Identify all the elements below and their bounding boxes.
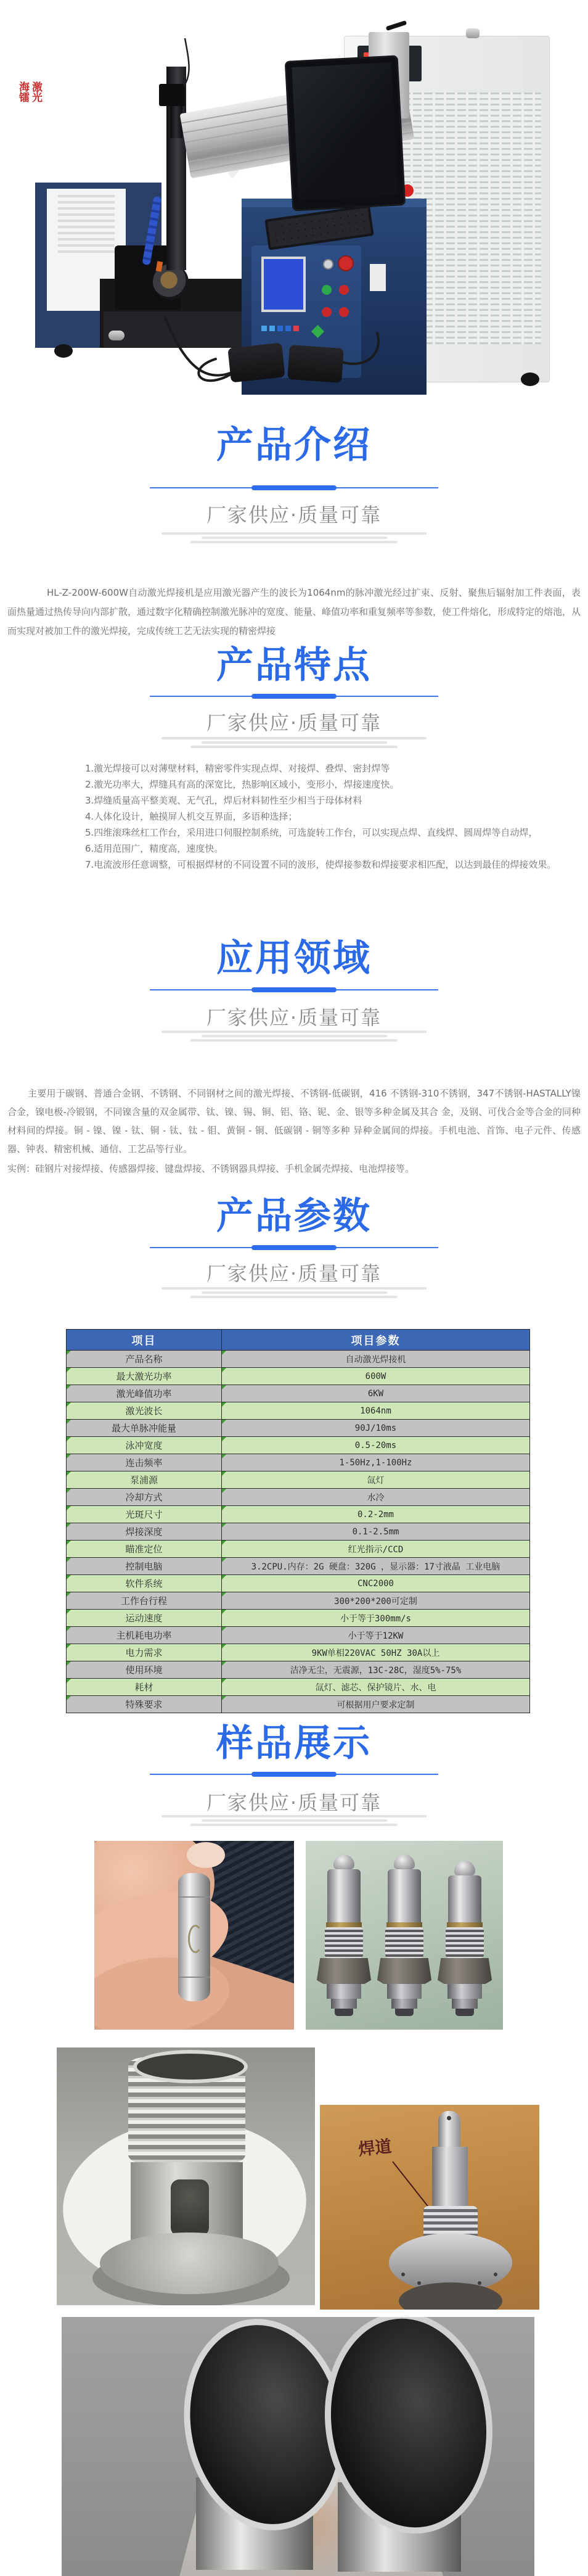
table-header-row <box>67 1330 530 1351</box>
table-row <box>67 1627 530 1644</box>
panel-button-red <box>339 307 349 317</box>
param-name-cell: 焊接深度 <box>67 1523 222 1541</box>
watermark-lines <box>161 530 427 545</box>
foot-pedal-left <box>227 343 285 383</box>
param-name-cell: 光斑尺寸 <box>67 1506 222 1523</box>
param-name-cell: 瞄准定位 <box>67 1541 222 1558</box>
section-divider <box>150 485 438 491</box>
param-value-cell: 小于等于300mm/s <box>222 1610 530 1627</box>
section-divider <box>150 1245 438 1251</box>
body-sticker <box>370 264 386 291</box>
table-row <box>67 1610 530 1627</box>
feature-item: 2.激光功率大，焊缝具有高的深宽比，热影响区域小，变形小，焊接速度快。 <box>85 779 399 790</box>
section-title-intro: 产品介绍 <box>216 424 372 467</box>
table-row <box>67 1541 530 1558</box>
panel-icon <box>261 326 267 331</box>
param-name-cell: 主机耗电功率 <box>67 1627 222 1644</box>
welded-pin <box>178 1873 210 2001</box>
panel-button-red <box>338 255 354 271</box>
section-title-applications: 应用领域 <box>216 937 372 980</box>
panel-icon <box>293 326 299 331</box>
param-name-cell: 泵浦源 <box>67 1471 222 1489</box>
param-name-cell: 工作台行程 <box>67 1592 222 1610</box>
param-name-cell: 控制电脑 <box>67 1558 222 1575</box>
watermark-lines <box>161 1285 427 1300</box>
table-row <box>67 1454 530 1471</box>
chiller-top-fitting <box>466 28 480 38</box>
param-value-cell: 洁净无尘，无震源，13C-28C，湿度5%-75% <box>222 1661 530 1679</box>
section-divider <box>150 987 438 993</box>
panel-icon <box>285 326 291 331</box>
tip-hole <box>447 2116 451 2120</box>
feature-list <box>7 760 582 873</box>
weld-groove <box>178 1977 210 1978</box>
feature-item: 4.人体化设计，触摸屏人机交互界面，多语种选择； <box>85 811 298 822</box>
section-subtitle: 厂家供应·质量可靠 <box>206 711 382 735</box>
connector-plug <box>314 1854 374 2016</box>
feature-item: 5.四维滚珠丝杠工作台，采用进口伺服控制系统，可选旋转工作台，可以实现点焊、直线焊、圆周焊等自动焊， <box>85 827 538 838</box>
fingernail <box>187 1842 225 1868</box>
table-row <box>67 1661 530 1679</box>
stage-knob <box>108 331 125 340</box>
applications-paragraph: 主要用于碳钢、普通合金钢、不锈钢、不同钢材之间的激光焊接、不锈钢-低碳钢，416 不锈钢-310不锈钢，347不锈钢-HASTALLY镍合金，镍电极-冷锻钢，不同镍含量的双金属带、钛、镍、锡、铜、铝、铬、铌、金、银等多种金属及其合 金，及钢、可伐合金等合金的同种材料间的焊接。铜 - 镍、镍 - 钛、铜 - 钛、钛 - 钼、黄铜 - 铜、低碳钢 - 铜等多种 异种金属间的焊接。手机电池、首饰、电子元件、传感器、钟表、精密机械、通信、工艺品等行业。 <box>7 1088 581 1154</box>
param-value-cell: 0.1-2.5mm <box>222 1523 530 1541</box>
param-value-cell: 9KW单相220VAC 50HZ 30A以上 <box>222 1644 530 1661</box>
flange-top <box>100 2232 279 2294</box>
product-photo <box>0 0 588 398</box>
shaft-tip <box>438 2111 460 2148</box>
table-row <box>67 1437 530 1454</box>
table-row <box>67 1471 530 1489</box>
param-value-cell: 自动激光焊接机 <box>222 1351 530 1368</box>
engraving-mark <box>188 1925 203 1953</box>
section-divider <box>150 1771 438 1777</box>
param-name-cell: 特殊要求 <box>67 1696 222 1713</box>
param-name-cell: 产品名称 <box>67 1351 222 1368</box>
param-value-cell: 300*200*200可定制 <box>222 1592 530 1610</box>
intro-paragraph: HL-Z-200W-600W自动激光焊接机是应用激光器产生的波长为1064nm的脉冲激光经过扩束、反射、聚焦后辐射加工件表面，表面热量通过热传导向内部扩散，通过数字化精确控制激光脉冲的宽度、能量、峰值功率和重复频率等参数，使工件熔化，形成特定的熔池，从而实现对被加工件的激光焊接，完成传统工艺无法实现的精密焊接 <box>7 587 581 636</box>
param-name-cell: 电力需求 <box>67 1644 222 1661</box>
param-name-cell: 运动速度 <box>67 1610 222 1627</box>
section-subtitle: 厂家供应·质量可靠 <box>206 1262 382 1285</box>
param-value-cell: 6KW <box>222 1385 530 1402</box>
applications-example: 实例：硅钢片对接焊接、传感器焊接、键盘焊接、不锈钢器具焊接、手机金属壳焊接、电池焊接等。 <box>7 1163 415 1174</box>
flange-hole <box>417 2281 421 2285</box>
lower-stage <box>104 311 242 347</box>
table-row <box>67 1523 530 1541</box>
sample-photo-pin <box>94 1841 294 2030</box>
flange-hole <box>494 2273 497 2276</box>
section-title-parameters: 产品参数 <box>216 1195 372 1238</box>
brand-logo-text: 海镭激光 <box>17 81 42 102</box>
panel-button-silver <box>323 259 333 270</box>
panel-icon <box>277 326 283 331</box>
param-value-cell: 1064nm <box>222 1402 530 1420</box>
feature-item: 6.适用范围广，精度高，速度快。 <box>85 843 224 854</box>
param-value-cell: 1-50Hz,1-100Hz <box>222 1454 530 1471</box>
param-value-cell: CNC2000 <box>222 1575 530 1592</box>
param-name-cell: 耗材 <box>67 1679 222 1696</box>
param-value-cell: 小于等于12KW <box>222 1627 530 1644</box>
param-value-cell: 可根据用户要求定制 <box>222 1696 530 1713</box>
param-value-cell: 水冷 <box>222 1489 530 1506</box>
feature-item: 7.电流波形任意调整，可根据焊材的不同设置不同的波形，使焊接参数和焊接要求相匹配，以达到最佳的焊接效果。 <box>85 859 557 870</box>
table-row <box>67 1368 530 1385</box>
connector-plug <box>375 1854 434 2016</box>
param-name-cell: 激光波长 <box>67 1402 222 1420</box>
param-value-cell: 3.2CPU.内存：2G 硬盘：320G ，显示器：17寸液晶 工业电脑 <box>222 1558 530 1575</box>
connector-plug <box>435 1854 494 2016</box>
param-value-cell: 0.5-20ms <box>222 1437 530 1454</box>
tower-handle <box>386 20 407 31</box>
cabinet-wheel <box>54 344 73 358</box>
section-subtitle: 厂家供应·质量可靠 <box>206 1791 382 1814</box>
table-row <box>67 1679 530 1696</box>
watermark-lines <box>161 735 427 750</box>
column-header-item: 项目 <box>67 1330 222 1351</box>
table-row <box>67 1489 530 1506</box>
feature-item: 3.焊缝质量高平整美观、无气孔，焊后材料韧性至少相当于母体材料 <box>85 795 362 806</box>
table-row <box>67 1592 530 1610</box>
table-row <box>67 1558 530 1575</box>
foot-pedal-right <box>287 345 344 383</box>
table-row <box>67 1351 530 1368</box>
door-vents <box>58 195 115 257</box>
weld-groove <box>178 1896 210 1898</box>
param-name-cell: 泳冲宽度 <box>67 1437 222 1454</box>
table-row <box>67 1696 530 1713</box>
param-value-cell: 90J/10ms <box>222 1420 530 1437</box>
panel-button-green-diamond <box>311 325 324 338</box>
flange-hole <box>478 2281 481 2285</box>
param-name-cell: 连击频率 <box>67 1454 222 1471</box>
bellows-opening <box>133 2050 248 2083</box>
chiller-wheel <box>521 372 539 386</box>
sample-photo-tubes <box>62 2317 534 2576</box>
table-row <box>67 1402 530 1420</box>
panel-icon <box>269 326 275 331</box>
feature-item: 1.激光焊接可以对薄壁材料，精密零件实现点焊、对接焊、叠焊、密封焊等 <box>85 763 390 774</box>
table-row <box>67 1385 530 1402</box>
section-title-samples: 样品展示 <box>216 1722 372 1765</box>
column-header-value: 项目参数 <box>222 1330 530 1351</box>
panel-button-red <box>322 307 332 317</box>
body-slot <box>171 2179 209 2236</box>
sample-photo-shaft <box>320 2105 539 2310</box>
monitor <box>285 55 406 211</box>
flange-hole <box>401 2273 405 2276</box>
param-name-cell: 最大单脉冲能量 <box>67 1420 222 1437</box>
ccd-camera <box>159 84 185 106</box>
param-value-cell: 氙灯、滤芯、保护镜片、水、电 <box>222 1679 530 1696</box>
watermark-lines <box>161 1029 427 1043</box>
param-value-cell: 红光指示/CCD <box>222 1541 530 1558</box>
panel-button-red <box>339 285 349 295</box>
panel-screen <box>261 257 306 312</box>
sample-photo-bellows <box>57 2047 315 2305</box>
table-row <box>67 1644 530 1661</box>
param-value-cell: 氙灯 <box>222 1471 530 1489</box>
monitor-screen <box>292 62 398 200</box>
param-name-cell: 冷却方式 <box>67 1489 222 1506</box>
param-name-cell: 使用环境 <box>67 1661 222 1679</box>
table-row <box>67 1420 530 1437</box>
section-divider <box>150 693 438 699</box>
weld-annotation: 焊道 <box>357 2137 393 2160</box>
parameters-table <box>66 1329 530 1713</box>
section-subtitle: 厂家供应·质量可靠 <box>206 503 382 527</box>
sample-photo-connectors <box>306 1841 503 2030</box>
param-name-cell: 软件系统 <box>67 1575 222 1592</box>
section-subtitle: 厂家供应·质量可靠 <box>206 1006 382 1029</box>
param-value-cell: 600W <box>222 1368 530 1385</box>
param-value-cell: 0.2-2mm <box>222 1506 530 1523</box>
param-name-cell: 最大激光功率 <box>67 1368 222 1385</box>
table-row <box>67 1575 530 1592</box>
table-row <box>67 1506 530 1523</box>
section-title-features: 产品特点 <box>216 644 372 687</box>
watermark-lines <box>161 1813 427 1828</box>
shaft-mid <box>432 2147 468 2207</box>
panel-button-green <box>322 285 332 295</box>
param-name-cell: 激光峰值功率 <box>67 1385 222 1402</box>
